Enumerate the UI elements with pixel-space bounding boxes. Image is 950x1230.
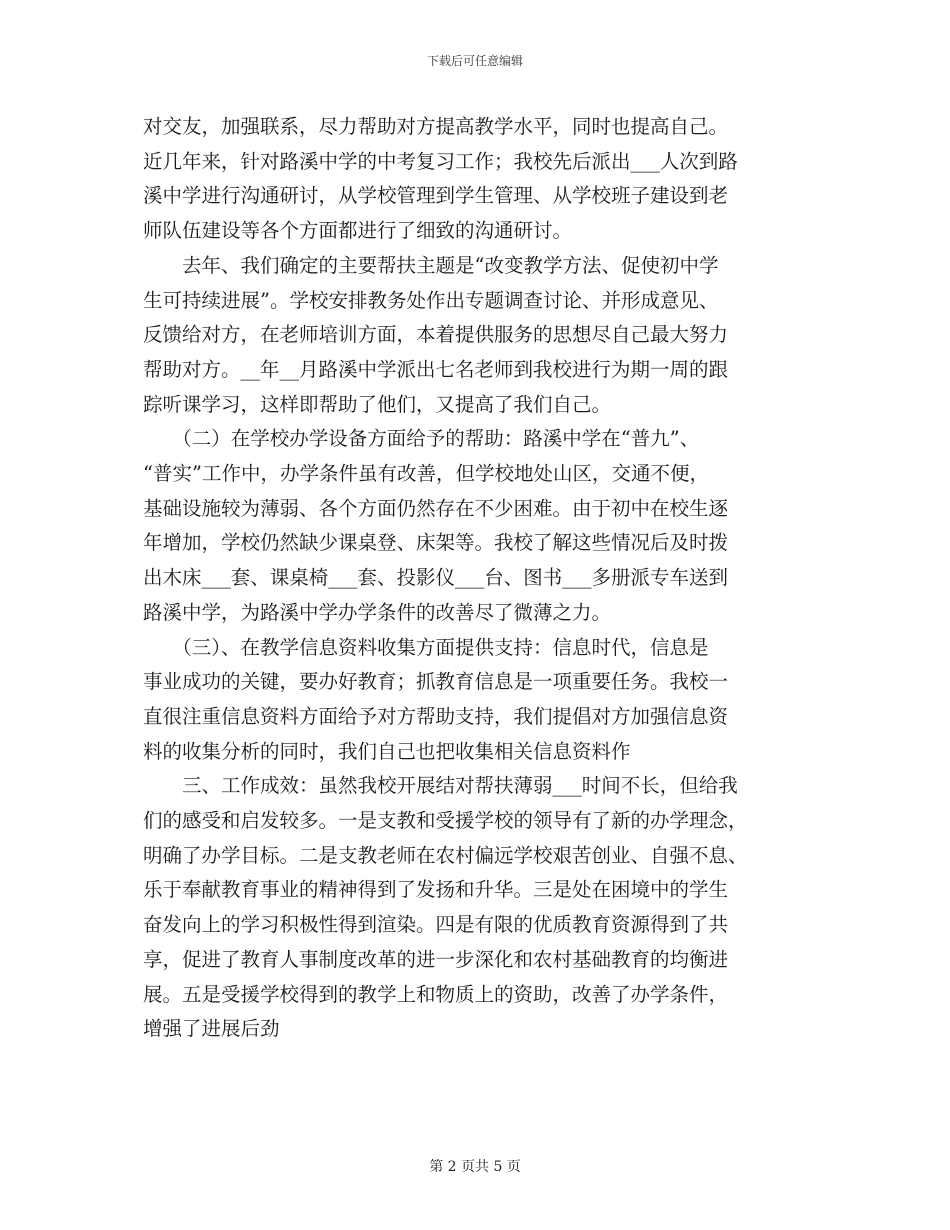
text-line: 踪听课学习，这样即帮助了他们，又提高了我们自己。 (143, 392, 612, 416)
text-line: （二）在学校办学设备方面给予的帮助：路溪中学在“普九”、 (143, 427, 700, 451)
paragraph (143, 110, 813, 249)
text-line: 奋发向上的学习积极性得到渲染。四是有限的优质教育资源得到了共 (143, 913, 729, 937)
text-line: 展。五是受援学校得到的教学上和物质上的资助，改善了办学条件， (143, 982, 729, 1006)
paragraph (143, 769, 813, 1047)
text-line: 出木床___套、课桌椅___套、投影仪___台、图书___多册派专车送到 (143, 566, 729, 590)
document-body (143, 110, 813, 1047)
text-line: 料的收集分析的同时，我们自己也把收集相关信息资料作 (143, 739, 631, 763)
text-line: 事业成功的关键，要办好教育；抓教育信息是一项重要任务。我校一 (143, 670, 729, 694)
text-line: 路溪中学，为路溪中学办学条件的改善尽了微薄之力。 (143, 600, 612, 624)
text-line: 反馈给对方，在老师培训方面，本着提供服务的思想尽自己最大努力 (143, 323, 729, 347)
text-line: “普实”工作中，办学条件虽有改善，但学校地处山区，交通不便， (143, 462, 709, 486)
text-line: 近几年来，针对路溪中学的中考复习工作；我校先后派出___人次到路 (143, 149, 738, 173)
paragraph (143, 249, 813, 423)
paragraph (143, 631, 813, 770)
text-line: 三、工作成效：虽然我校开展结对帮扶薄弱___时间不长，但给我 (143, 774, 738, 798)
text-line: 师队伍建设等各个方面都进行了细致的沟通研讨。 (143, 219, 573, 243)
text-line: 帮助对方。__年__月路溪中学派出七名老师到我校进行为期一周的跟 (143, 357, 729, 381)
text-line: 基础设施较为薄弱、各个方面仍然存在不少困难。由于初中在校生逐 (143, 496, 729, 520)
text-line: 年增加，学校仍然缺少课桌登、床架等。我校了解这些情况后及时拨 (143, 531, 729, 555)
text-line: 增强了进展后劲 (143, 1017, 280, 1041)
paragraph (143, 422, 813, 630)
text-line: 生可持续进展”。学校安排教务处作出专题调查讨论、并形成意见、 (143, 288, 719, 312)
text-line: 对交友，加强联系，尽力帮助对方提高教学水平，同时也提高自己。 (143, 115, 729, 138)
text-line: （三）、在教学信息资料收集方面提供支持：信息时代，信息是 (143, 635, 709, 659)
text-line: 享，促进了教育人事制度改革的进一步深化和农村基础教育的均衡进 (143, 947, 729, 971)
text-line: 直很注重信息资料方面给予对方帮助支持，我们提倡对方加强信息资 (143, 704, 729, 728)
text-line: 们的感受和启发较多。一是支教和受援学校的领导有了新的办学理念， (143, 809, 748, 833)
text-line: 明确了办学目标。二是支教老师在农村偏远学校艰苦创业、自强不息、 (143, 843, 748, 867)
page-number: 第 2 页共 5 页 (429, 1159, 521, 1175)
text-line: 溪中学进行沟通研讨，从学校管理到学生管理、从学校班子建设到老 (143, 184, 729, 208)
text-line: 乐于奉献教育事业的精神得到了发扬和升华。三是处在困境中的学生 (143, 878, 729, 902)
page-header: 下载后可任意编辑 (426, 54, 523, 68)
text-line: 去年、我们确定的主要帮扶主题是“改变教学方法、促使初中学 (143, 253, 719, 277)
